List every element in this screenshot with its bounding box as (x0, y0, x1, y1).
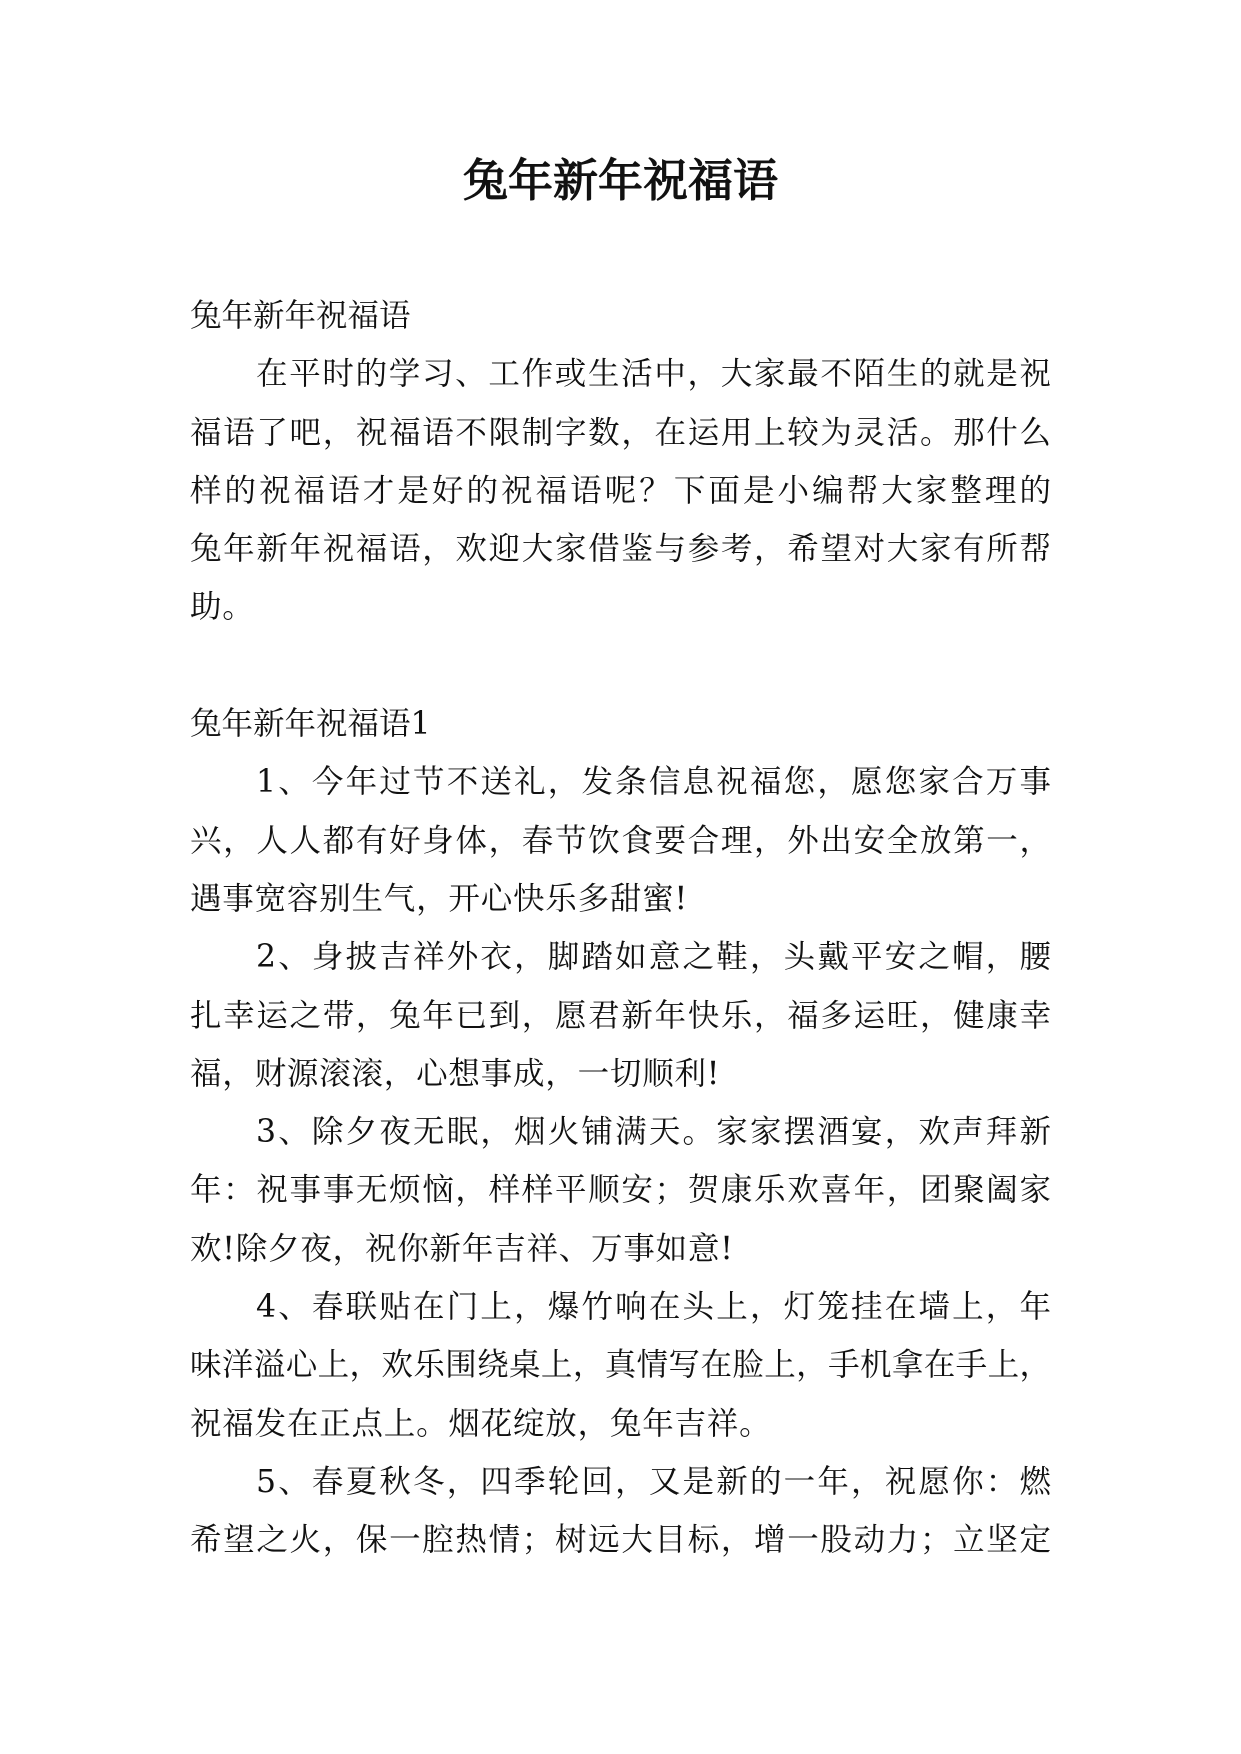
paragraph-line: 兔年新年祝福语，欢迎大家借鉴与参考，希望对大家有所帮 (190, 531, 1051, 568)
blessing-item-1 (190, 753, 1051, 928)
item-line: 味洋溢心上，欢乐围绕桌上，真情写在脸上，手机拿在手上， (190, 1347, 1051, 1384)
item-line: 祝福发在正点上。烟花绽放，兔年吉祥。 (190, 1405, 772, 1442)
document-body (190, 287, 1051, 1570)
item-line: 欢!除夕夜，祝你新年吉祥、万事如意! (190, 1230, 734, 1267)
blank-line (190, 637, 1051, 695)
paragraph-line: 助。 (190, 589, 255, 626)
section-heading-intro: 兔年新年祝福语 (190, 298, 411, 334)
item-line: 扎幸运之带，兔年已到，愿君新年快乐，福多运旺，健康幸 (190, 997, 1051, 1034)
item-line: 3、除夕夜无眠，烟火铺满天。家家摆酒宴，欢声拜新 (256, 1114, 1051, 1151)
item-line: 2、身披吉祥外衣，脚踏如意之鞋，头戴平安之帽，腰 (256, 939, 1051, 976)
item-line: 希望之火，保一腔热情；树远大目标，增一股动力；立坚定 (190, 1522, 1051, 1559)
paragraph-line: 福语了吧，祝福语不限制字数，在运用上较为灵活。那什么 (190, 414, 1051, 451)
item-line: 4、春联贴在门上，爆竹响在头上，灯笼挂在墙上，年 (256, 1289, 1051, 1326)
document-title: 兔年新年祝福语 (462, 154, 778, 207)
item-line: 福，财源滚滚，心想事成，一切顺利! (190, 1055, 721, 1092)
blessing-item-4 (190, 1278, 1051, 1453)
paragraph-line: 在平时的学习、工作或生活中，大家最不陌生的就是祝 (256, 356, 1051, 393)
item-line: 年：祝事事无烦恼，样样平顺安；贺康乐欢喜年，团聚阖家 (190, 1172, 1051, 1209)
paragraph-line: 样的祝福语才是好的祝福语呢？下面是小编帮大家整理的 (190, 472, 1051, 509)
blessing-item-3 (190, 1103, 1051, 1278)
item-line: 兴，人人都有好身体，春节饮食要合理，外出安全放第一， (190, 822, 1051, 859)
item-line: 遇事宽容别生气，开心快乐多甜蜜! (190, 880, 688, 917)
intro-paragraph (190, 345, 1051, 636)
item-line: 1、今年过节不送礼，发条信息祝福您，愿您家合万事 (256, 764, 1051, 801)
section-heading-1: 兔年新年祝福语1 (190, 706, 431, 743)
item-line: 5、春夏秋冬，四季轮回，又是新的一年，祝愿你：燃 (256, 1463, 1051, 1500)
blessing-item-2 (190, 928, 1051, 1103)
blessing-item-5 (190, 1453, 1051, 1570)
